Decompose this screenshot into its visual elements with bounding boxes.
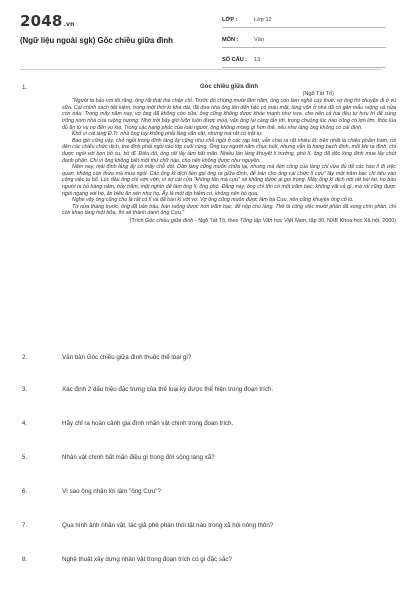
meta-value: Lớp 12	[254, 16, 272, 23]
question-number: 6.	[22, 488, 28, 495]
site-logo[interactable]	[20, 12, 75, 30]
meta-row-grade	[222, 12, 386, 28]
document-title: (Ngữ liệu ngoài sgk) Gốc chiều giữa đình	[20, 36, 173, 45]
passage-paragraph: Năm nay, mái đình làng ấy có mấy chỗ dột. Dân làng cũng muốn chữa lại, nhưng mà tiền công của làng chỉ vừa đủ để các hào lí đi việc quan, không còn thừa mà mua ngói. Các ông kì dịch liền gọi ông ra giữa đình, để bán cho ông cái chức lí cựu" lấy một trăm bạc chi tiêu vào công việc tu bổ. Lúc đầu ông chỉ vờn vờn, vì sợ cái cửa "không tấn mà cựu" sẽ không được ai gọi trọng. Mấy ông kì dịch nói rất bùi tai, họ bảo người ta bỏ hàng năm, bảy trăm, một nghìn để làm ông lí, ông phó. Đằng này, ông chỉ tốn có một trăm bạc, không vất vả gì, mà rồi cũng được ngồi ngang với họ, ăn biếu ăn xén như họ. Ấy là một dịp hiếm có, không nên bỏ qua.	[62, 164, 396, 197]
question-text: Qua hình ảnh nhân vật, tác giả phê phán thói tật nào trong xã hội nông thôn?	[62, 522, 274, 529]
document-meta	[222, 12, 386, 72]
question-number: 7.	[22, 522, 28, 529]
passage-citation	[62, 218, 396, 225]
question-text: Nghệ thuật xây dựng nhân vật trong đoạn trích có gì đặc sắc?	[62, 556, 232, 563]
question-number: 2.	[22, 354, 28, 361]
question-number: 1.	[22, 84, 28, 91]
question-text: Nhân vật chính bất mãn điều gì trong đời sống làng xã?	[62, 454, 215, 461]
question-number: 5.	[22, 454, 28, 461]
question-text: Xác định 2 dấu hiệu đặc trưng của thể loại ký được thể hiện trong đoạn trích.	[62, 386, 274, 393]
citation-text: - Ngô Tất Tố, theo	[193, 217, 240, 224]
meta-value: 13	[254, 56, 261, 63]
question-text: Hãy chỉ ra hoàn cảnh gia đình nhân vật chính trong đoạn trích.	[62, 420, 234, 427]
passage-paragraph: Từ nửa tháng trước, ông đã bán trâu, bán ruộng được hơn trăm bạc, để nộp cho làng. Thế là công việc mười phần đã xong chín phần, chỉ còn khao làng một bữa, thì sẽ thành danh ông Cựu."	[62, 203, 396, 217]
passage-title: Góc chiều giữa đình	[199, 84, 259, 90]
meta-row-subject	[222, 32, 386, 48]
passage-paragraph: Bao giờ cũng vậy, chỗ ngồi trong đình làng ấy cũng như chỗ ngồi ở các rạp hát, vẫn chia ra rất nhiều lô: trên nhất là chiếu phẩm hàm, rồi đến các chiếu chức dịch, trai đinh phải ngồi vào lớp cuối cùng. Ông tuy người nâm chục tuổi, nhưng vẫn là hạng bạch đinh, mỗi khi ra đình, chỉ được ngồi với bọn bồ cu, bồ đĩ. Điều đó, ông rất lấy làm bất mãn. Nhiều lần làng khuyết lí trưởng, phó lí, ông đã dốc lòng định mua lấy chút danh phận. Chỉ vì ông không biết một thứ chữ nào, cho nên không được như nguyện.	[62, 137, 396, 164]
reading-passage	[62, 84, 396, 224]
passage-paragraph: "Người ta bảo với tôi rằng: ông rất thật thà chân chỉ. Trước đó chừng mười lăm năm, ông còn làm nghề cày thuê, vợ ông thì chuyên đi ở vú sữa. Cái chính sách tiết kiệm, trong một thời kì khá dài, đã đưa nhà ông lên đến bậc có máu mặt, lúng vốn ở nhà đã có gần mẫu ruộng và nửa con trâu. Trong mấy năm nay, vợ ông đã không còn sữa, ông cũng không được khỏe mạnh như xưa, cho nên cả hai đều tự hưu trí để cùng trông nom nhà cửa ruộng nương. Nhờ trời bấy giờ luôn luôn được mùa, vận ông lại càng tấn tới, trong chuồng lúc nào cũng có lợn lớn, thóc lúa đủ ăn từ vụ nọ đến vụ kia. Trong các hạng phúc của loài người, ông không mong gì hơn thế, nếu như làng ông không có cái đình.	[62, 98, 396, 131]
logo-main: 2048	[20, 12, 63, 30]
citation-suffix: , tập 30, NXB Khoa học Xã hội, 2000)	[306, 217, 396, 224]
passage-paragraph: Khổ vì cái làng Đ.Tr. nhà ông tuy không phải làng văn vật, nhưng mà rất có trật tự.	[72, 131, 263, 138]
header-divider	[20, 69, 382, 70]
passage-paragraph: Nghe vậy ông cũng cho là rất có lí và đã bán kì với vợ. Vợ ông cũng muốn được làm bà Cựu, nên cũng khuyên ông cố lo.	[72, 197, 354, 204]
question-number: 4.	[22, 420, 28, 427]
meta-label: LỚP :	[222, 16, 238, 23]
question-text: Vì sao ông nhận lời làm "ông Cựu"?	[62, 488, 161, 495]
meta-label: MÔN :	[222, 36, 239, 43]
citation-collection: Tổng tập Văn học Việt Nam	[239, 217, 307, 224]
meta-label: SỐ CÂU :	[222, 56, 248, 63]
question-number: 3.	[22, 386, 28, 393]
question-text: Văn bản Góc chiều giữa đình thuộc thể loại gì?	[62, 354, 192, 361]
logo-sub: .vn	[63, 21, 75, 28]
citation-prefix: (Trích	[129, 217, 144, 224]
meta-value: Văn	[254, 36, 264, 43]
citation-work: Góc chiều giữa đình	[145, 217, 194, 224]
meta-row-question-count	[222, 52, 386, 68]
document-header	[0, 0, 400, 70]
passage-author: (Ngô Tất Tố)	[302, 90, 334, 97]
question-number: 8.	[22, 556, 28, 563]
